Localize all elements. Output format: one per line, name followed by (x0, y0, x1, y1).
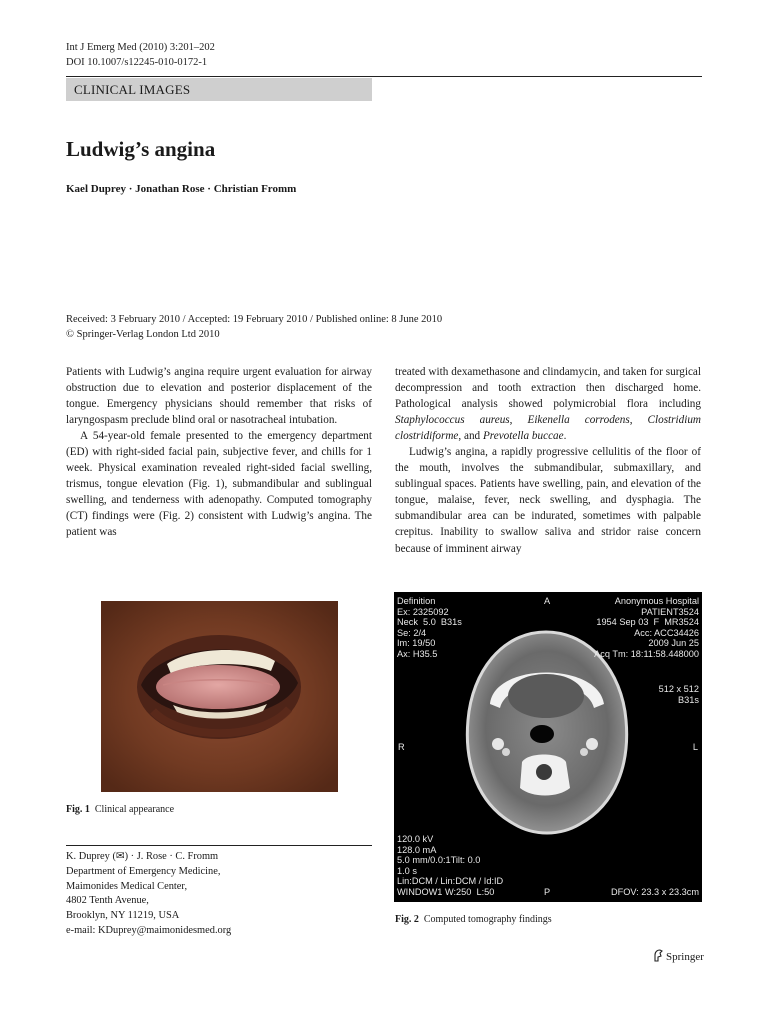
species-name: Staphylococcus aureus (395, 414, 510, 427)
text-run: , (509, 414, 528, 427)
article-title: Ludwig’s angina (66, 137, 216, 161)
journal-citation: Int J Emerg Med (2010) 3:201–202 (66, 42, 215, 53)
text-run: treated with dexamethasone and clindamycin, and taken for surgical decompression and tooth extraction then discharged home. Pathological analysis showed polymicrobial flora including (395, 366, 701, 411)
figure-2-caption (395, 914, 552, 925)
figure-1-label: Fig. 1 (66, 804, 90, 815)
publication-dates (66, 312, 442, 342)
text-run: , (629, 414, 648, 427)
text-run: , and (458, 430, 483, 443)
figure-2-caption-text: Computed tomography findings (423, 914, 552, 925)
dates-line: Received: 3 February 2010 / Accepted: 19 February 2010 / Published online: 8 June 2010 (66, 314, 443, 325)
affiliation-authors: K. Duprey (✉) · J. Rose · C. Fromm (66, 851, 219, 862)
figure-1-image (101, 601, 338, 792)
ct-bottom-left-info: 120.0 kV 128.0 mA 5.0 mm/0.0:1Tilt: 0.0 1.0 s Lin:DCM / Lin:DCM / Id:ID WINDOW1 W:250 L:50 (397, 834, 504, 897)
author-list: Kael Duprey · Jonathan Rose · Christian Fromm (66, 183, 297, 195)
species-name: Eikenella corrodens (527, 414, 630, 427)
affiliation-city: Brooklyn, NY 11219, USA (66, 910, 180, 922)
section-label: CLINICAL IMAGES (66, 78, 372, 101)
mouth-illustration (101, 601, 338, 792)
body-paragraph: Patients with Ludwig’s angina require urgent evaluation for airway obstruction due to elevation and posterior displacement of the tongue. Emergency physicians should remember that risks of laryngospasm preclude blind oral or nasotracheal intubation. (66, 366, 372, 427)
figure-2-image (394, 592, 702, 902)
copyright-line: © Springer-Verlag London Ltd 2010 (66, 329, 220, 340)
ct-posterior-marker: P (544, 887, 551, 897)
affiliation-street: 4802 Tenth Avenue, (66, 895, 149, 907)
ct-top-right-info: Anonymous Hospital PATIENT3524 1954 Sep 03 F MR3524 Acc: ACC34426 2009 Jun 25 Acq Tm: 18:11:58.448000 (594, 596, 699, 659)
ct-anterior-marker: A (544, 596, 551, 606)
affiliation-institution: Maimonides Medical Center, (66, 880, 188, 892)
ct-left-marker: L (692, 742, 698, 752)
ct-matrix-info: 512 x 512 B31s (658, 684, 699, 705)
text-run: . (563, 430, 567, 443)
publisher-name: Springer (666, 951, 704, 963)
ct-top-left-info: Definition Ex: 2325092 Neck 5.0 B31s Se: 2/4 Im: 19/50 Ax: H35.5 (397, 596, 462, 659)
body-paragraph: A 54-year-old female presented to the emergency department (ED) with right-sided facial pain, subjective fever, and chills for 1 week. Physical examination revealed right-sided facial swelling, trismus, tongue elevation (Fig. 1), submandibular and sublingual swelling, and tenderness with adenopathy. Computed tomography (CT) findings were (Fig. 2) consistent with Ludwig’s angina. The patient was (66, 430, 372, 539)
affiliation-department: Department of Emergency Medicine, (66, 865, 221, 877)
publisher-logo (652, 949, 704, 963)
ct-dfov-info: DFOV: 23.3 x 23.3cm (611, 887, 699, 897)
body-left-column (66, 364, 372, 541)
springer-horse-icon (652, 949, 664, 962)
species-name: Prevotella buccae (482, 430, 564, 443)
affiliation-rule (66, 845, 372, 846)
doi: DOI 10.1007/s12245-010-0172-1 (66, 57, 208, 68)
body-paragraph (395, 364, 701, 444)
body-right-column (395, 364, 701, 557)
figure-1-caption (66, 804, 174, 815)
affiliation-email[interactable]: e-mail: KDuprey@maimonidesmed.org (66, 924, 232, 936)
author-affiliation (66, 850, 231, 939)
body-paragraph: Ludwig’s angina, a rapidly progressive cellulitis of the floor of the mouth, involves the submandibular, submaxillary, and sublingual spaces. Patients have swelling, pain, and elevation of the tongue, malaise, fever, neck swelling, and dysphagia. The submandibular area can be indurated, sometimes with palpable crepitus. Inability to swallow saliva and stridor raise concern because of imminent airway (395, 446, 701, 555)
ct-right-marker: R (398, 742, 405, 752)
figure-2-label: Fig. 2 (395, 914, 419, 925)
species-name: Clostridium clostridiforme (395, 414, 701, 443)
figure-1-caption-text: Clinical appearance (94, 804, 175, 815)
header-rule (66, 76, 702, 77)
